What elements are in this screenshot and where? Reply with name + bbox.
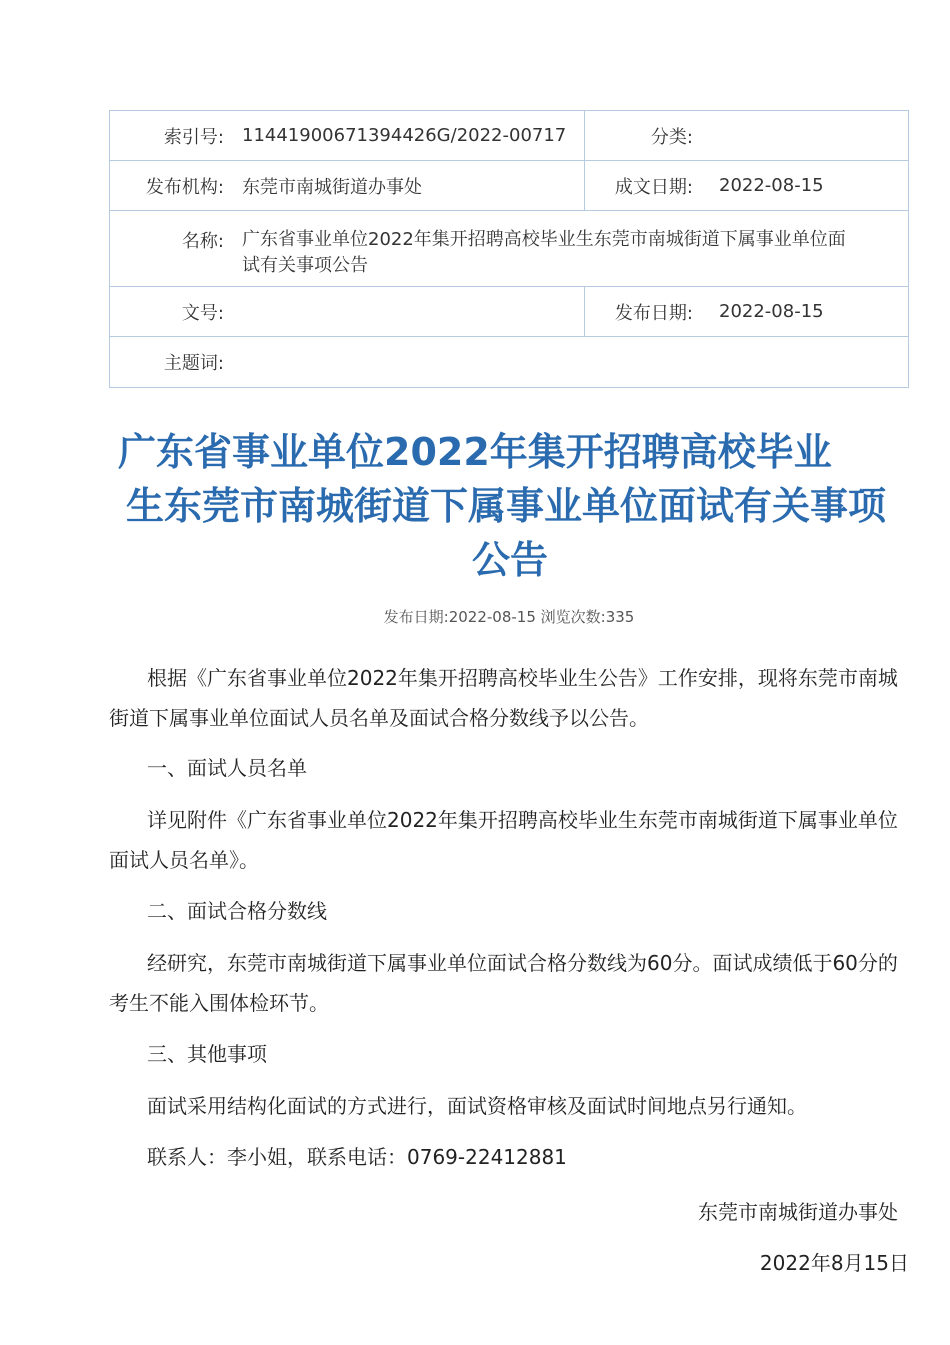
attachment-paragraph: 详见附件《广东省事业单位2022年集开招聘高校毕业生东莞市南城街道下属事业单位面试人员名单》。 bbox=[109, 808, 898, 872]
publisher-label: 发布机构: bbox=[145, 176, 224, 198]
name-label: 名称: bbox=[181, 231, 224, 252]
category-label: 分类: bbox=[650, 126, 693, 148]
section-heading-1-wrap bbox=[109, 748, 909, 788]
section-heading-2-wrap bbox=[109, 891, 909, 931]
title-line-2: 生东莞市南城街道下属事业单位面试有关事项 bbox=[126, 484, 887, 528]
keywords-label: 主题词: bbox=[163, 353, 224, 374]
views-label: 浏览次数: bbox=[540, 608, 606, 626]
title-line-3: 公告 bbox=[471, 538, 548, 582]
paragraph-2 bbox=[109, 800, 909, 880]
title-line-1: 广东省事业单位2022年集开招聘高校毕业 bbox=[118, 430, 832, 474]
section-heading-3-wrap bbox=[109, 1034, 909, 1074]
paragraph-5 bbox=[109, 1137, 909, 1177]
section-heading-2: 二、面试合格分数线 bbox=[147, 899, 327, 923]
intro-paragraph: 根据《广东省事业单位2022年集开招聘高校毕业生公告》工作安排，现将东莞市南城街道下属事业单位面试人员名单及面试合格分数线予以公告。 bbox=[109, 666, 898, 730]
meta-row-name bbox=[110, 211, 908, 287]
other-paragraph: 面试采用结构化面试的方式进行，面试资格审核及面试时间地点另行通知。 bbox=[147, 1094, 807, 1118]
section-heading-3: 三、其他事项 bbox=[147, 1042, 267, 1066]
written-date-value: 2022-08-15 bbox=[719, 175, 824, 196]
paragraph-1 bbox=[109, 658, 909, 738]
meta-row-keywords bbox=[110, 337, 908, 387]
written-date-label: 成文日期: bbox=[614, 176, 693, 198]
contact-paragraph: 联系人：李小姐，联系电话：0769-22412881 bbox=[147, 1145, 567, 1169]
meta-row-index bbox=[110, 111, 908, 161]
signature-date: 2022年8月15日 bbox=[759, 1251, 909, 1275]
views-count: 335 bbox=[605, 608, 635, 626]
paragraph-3 bbox=[109, 943, 909, 1023]
paragraph-4 bbox=[109, 1086, 909, 1126]
pub-date: 2022-08-15 bbox=[448, 608, 536, 626]
doc-no-value bbox=[228, 287, 584, 336]
meta-row-doc-no bbox=[110, 287, 908, 337]
score-paragraph: 经研究，东莞市南城街道下属事业单位面试合格分数线为60分。面试成绩低于60分的考生不能入围体检环节。 bbox=[109, 951, 898, 1015]
section-heading-1: 一、面试人员名单 bbox=[147, 756, 307, 780]
signature-org: 东莞市南城街道办事处 bbox=[698, 1200, 898, 1224]
publish-date-value: 2022-08-15 bbox=[719, 301, 824, 322]
index-label: 索引号: bbox=[163, 126, 224, 148]
doc-no-label: 文号: bbox=[181, 302, 224, 324]
name-value: 广东省事业单位2022年集开招聘高校毕业生东莞市南城街道下属事业单位面试有关事项公告 bbox=[242, 229, 846, 276]
publish-date-label: 发布日期: bbox=[614, 302, 693, 324]
keywords-value bbox=[228, 337, 242, 387]
document-title bbox=[100, 425, 920, 587]
publisher-value: 东莞市南城街道办事处 bbox=[242, 176, 422, 198]
publish-info bbox=[0, 606, 950, 627]
category-value bbox=[697, 111, 719, 160]
metadata-table bbox=[109, 110, 909, 388]
pub-date-label: 发布日期: bbox=[383, 608, 449, 626]
index-value: 11441900671394426G/2022-00717 bbox=[242, 125, 567, 146]
meta-row-publisher bbox=[110, 161, 908, 211]
